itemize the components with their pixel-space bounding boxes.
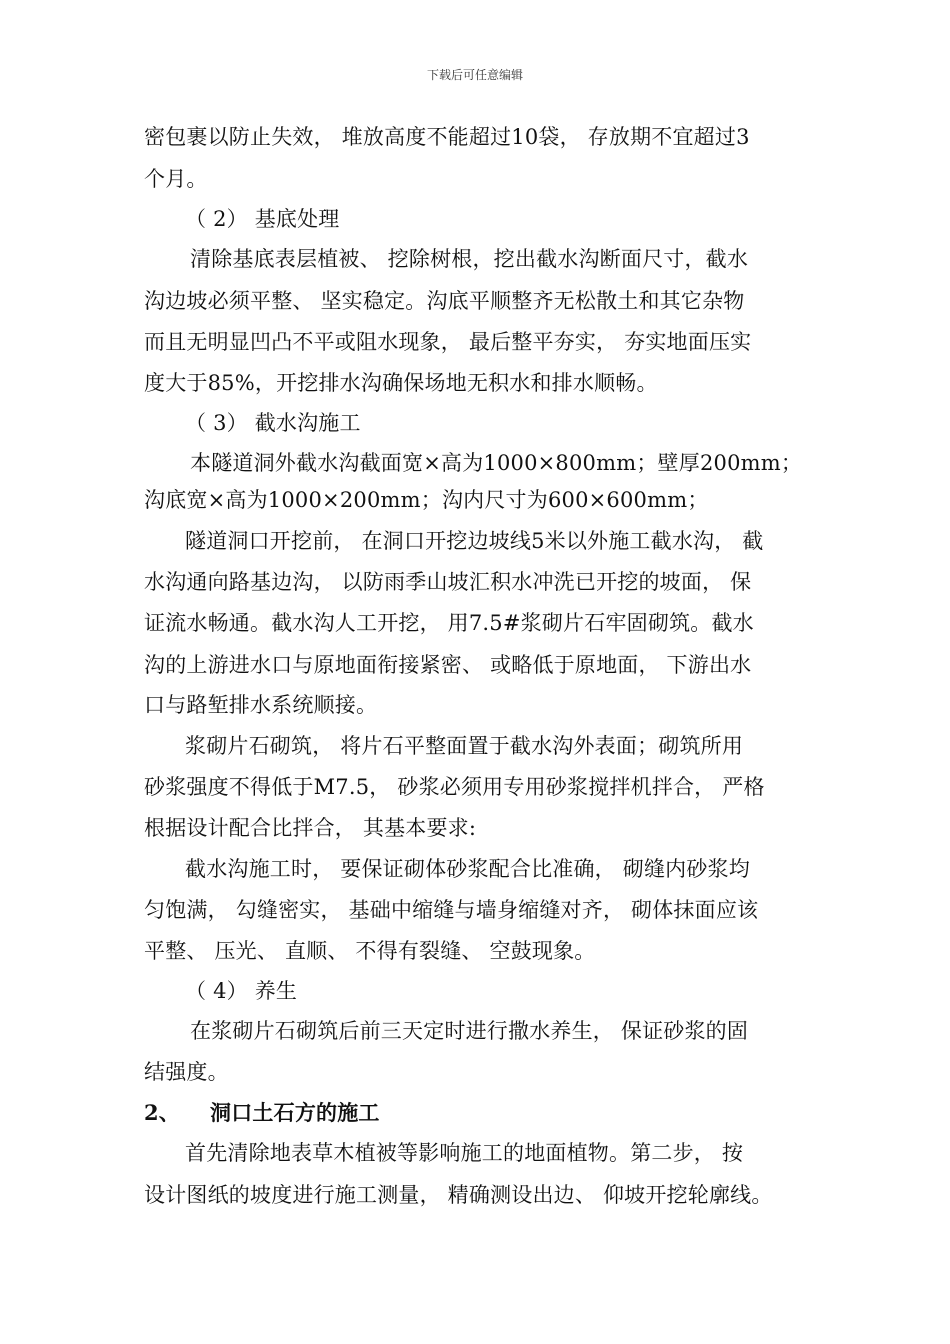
subsection-heading: （ 4） 养生 xyxy=(185,979,298,1003)
paragraph-line: 匀饱满， 勾缝密实， 基础中缩缝与墙身缩缝对齐， 砌体抹面应该 xyxy=(144,898,759,922)
paragraph-line: 口与路堑排水系统顺接。 xyxy=(144,693,378,717)
paragraph-line: 在浆砌片石砌筑后前三天定时进行撒水养生， 保证砂浆的固 xyxy=(190,1019,749,1043)
paragraph-line: 砂浆强度不得低于M7.5， 砂浆必须用专用砂浆搅拌机拌合， 严格 xyxy=(144,775,765,799)
paragraph-line: 根据设计配合比拌合， 其基本要求: xyxy=(144,816,477,840)
paragraph-line: 沟底宽×高为1000×200mm；沟内尺寸为600×600mm； xyxy=(144,488,709,512)
paragraph-line: 设计图纸的坡度进行施工测量， 精确测设出边、 仰坡开挖轮廓线。 xyxy=(144,1183,773,1207)
page-header: 下载后可任意编辑 xyxy=(426,68,523,82)
section-heading xyxy=(144,1098,380,1128)
paragraph-line: 平整、 压光、 直顺、 不得有裂缝、 空鼓现象。 xyxy=(144,939,596,963)
paragraph-line: 度大于85%，开挖排水沟确保场地无积水和排水顺畅。 xyxy=(144,371,658,395)
section-number: 2、 xyxy=(144,1100,181,1125)
paragraph-line: 清除基底表层植被、 挖除树根，挖出截水沟断面尺寸，截水 xyxy=(190,247,749,271)
subsection-heading: （ 2） 基底处理 xyxy=(185,207,340,231)
paragraph-line: 沟的上游进水口与原地面衔接紧密、 或略低于原地面， 下游出水 xyxy=(144,653,752,677)
paragraph-line: 密包裹以防止失效， 堆放高度不能超过10袋， 存放期不宜超过3 xyxy=(144,125,750,149)
paragraph-line: 而且无明显凹凸不平或阻水现象， 最后整平夯实， 夯实地面压实 xyxy=(144,330,752,354)
subsection-heading: （ 3） 截水沟施工 xyxy=(185,411,361,435)
paragraph-line: 水沟通向路基边沟， 以防雨季山坡汇积水冲洗已开挖的坡面， 保 xyxy=(144,570,752,594)
paragraph-line: 结强度。 xyxy=(144,1060,229,1084)
paragraph-line: 截水沟施工时， 要保证砌体砂浆配合比准确， 砌缝内砂浆均 xyxy=(185,857,750,881)
section-title: 洞口土石方的施工 xyxy=(210,1100,380,1125)
paragraph-line: 浆砌片石砌筑， 将片石平整面置于截水沟外表面；砌筑所用 xyxy=(185,734,744,758)
paragraph-line: 沟边坡必须平整、 坚实稳定。沟底平顺整齐无松散土和其它杂物 xyxy=(144,289,745,313)
paragraph-line: 个月。 xyxy=(144,167,208,191)
paragraph-line: 隧道洞口开挖前， 在洞口开挖边坡线5米以外施工截水沟， 截 xyxy=(185,529,764,553)
paragraph-line: 本隧道洞外截水沟截面宽×高为1000×800mm；壁厚200mm； xyxy=(190,451,803,475)
paragraph-line: 首先清除地表草木植被等影响施工的地面植物。第二步， 按 xyxy=(185,1141,744,1165)
paragraph-line: 证流水畅通。截水沟人工开挖， 用7.5#浆砌片石牢固砌筑。截水 xyxy=(144,611,754,635)
